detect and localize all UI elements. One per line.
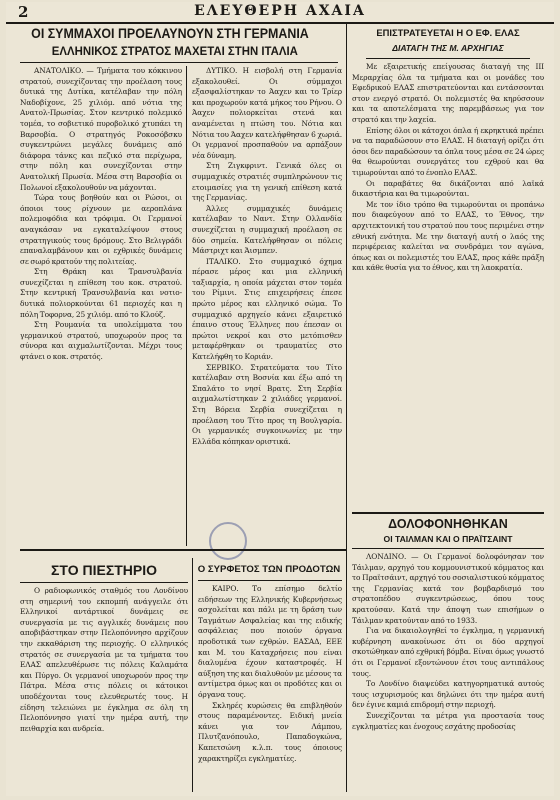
- western-front-article: [192, 66, 342, 546]
- newspaper-page: [6, 2, 554, 796]
- piestirio-rule: [20, 582, 188, 583]
- newspaper-title: ΕΛΕΥΘΕΡΗ ΑΧΑΙΑ: [194, 3, 366, 19]
- mobilization-rule: [366, 58, 530, 59]
- main-headline-line1: ΟΙ ΣΥΜΜΑΧΟΙ ΠΡΟΕΛΑΥΝΟΥΝ ΣΤΗ ΓΕΡΜΑΝΙΑ: [31, 26, 309, 41]
- traitors-rule: [198, 580, 342, 581]
- murder-rule-top: [352, 512, 544, 514]
- article-paragraph: Επίσης όλοι οι κάτοχοι όπλα ή εκρηκτικά πρέπει να τα παραδώσουν στο ΕΛΑΣ. Η διαταγή ορίζει ότι όσοι δεν παραδώσουν τα όπλα τους μέσα σε 24 ώρες θα θεωρούνται συνεργάτες του εχθρού και θα τιμωρούνται από το ένοπλο ΕΛΑΣ.: [352, 125, 544, 177]
- piestirio-headline: ΣΤΟ ΠΙΕΣΤΗΡΙΟ: [51, 562, 157, 578]
- traitors-article: [198, 584, 342, 792]
- ink-stamp: [209, 522, 247, 560]
- article-paragraph: Με τον ίδιο τρόπο θα τιμωρούνται οι προπάνω που διαφεύγουν από το ΕΛΑΣ, το Έθνος, την αρχιτεκτονική του στρατού που τους περιμένει στην εθνική ενότητα. Με την διαταγή αυτή ο λαός της περιφέρειας καλείται να συνδράμει τον αγώνα, όπως και οι πολεμιστές του ΕΛΑΣ, προς κάθε πράξη και κάθε θυσία για το έθνος, και τη λαοκρατία.: [352, 199, 544, 273]
- page-number: 2: [18, 3, 29, 21]
- mobilization-subheadline: ΔΙΑΤΑΓΗ ΤΗΣ Μ. ΑΡΧΗΓΙΑΣ: [392, 43, 504, 53]
- article-paragraph: Άλλες συμμαχικές δυνάμεις κατέλαβαν το Ναντ. Στην Ολλανδία συνεχίζεται η συμμαχική προέλαση σε δύο σημεία. Κατελήφθησαν οι πόλεις Μάστριχτ και Άισμπεν.: [192, 203, 342, 256]
- mobilization-headline: ΕΠΙΣΤΡΑΤΕΥΕΤΑΙ Η Ο ΕΦ. ΕΛΑΣ: [376, 27, 520, 38]
- masthead: [6, 2, 554, 24]
- headline-rule: [20, 62, 338, 63]
- article-paragraph: Στη Θράκη και Τρανσυλβανία συνεχίζεται η επίθεση του κοκ. στρατού. Στην κεντρική Τρανσυλβανία και νοτιο-δυτικά πολιορκούνται 61 περιοχές και η πόλη Τοφορνα, 25 χιλιόμ. από το Κλούζ.: [20, 267, 182, 319]
- murder-headline: ΔΟΛΟΦΟΝΗΘΗΚΑΝ: [388, 517, 508, 531]
- article-paragraph: ΛΟΝΔΙΝΟ. — Οι Γερμανοί δολοφόνησαν τον Τάιλμαν, αρχηγό του κομμουνιστικού κόμματος και το Πραϊτσάιντ, αρχηγό του σοσιαλιστικού κόμματος της Γερμανίας κατά τον βομβαρδισμό του στρατοπέδου συγκεντρώσεως, όπου τους κρατούσαν. Κατά την άποψη των επισήμων ο Τάιλμαν κρατούνταν από το 1933.: [352, 552, 544, 625]
- traitors-headline: Ο ΣΥΡΦΕΤΟΣ ΤΩΝ ΠΡΟΔΟΤΩΝ: [197, 564, 341, 575]
- article-paragraph: Ο ραδιοφωνικός σταθμός του Λονδίνου στη σημερινή του εκπομπή ανάγγειλε ότι Ελληνικοί αντάρτικοί δυνάμεις σε συνεργασία με τις αγγλικές δυνάμεις που αποβιβάστηκαν στην Πελοπόννησο αρχίζουν την εκκαθάριση της περιοχής. Ο ελληνικός στρατός σε συνεργασία με τα τμήματα του ΕΛΑΣ απελευθέρωσε τις πόλεις Καλαμάτα και Πύργο. Οι γερμανοί υποχωρούν προς την Πάτρα. Μέσα στις πόλεις οι κάτοικοι υποδέχονται τους ελευθερωτές τους. Η είδηση τελειώνει με έγκλημα σε όλη τη Πελοπόννησο γιατί την ημέρα αυτή, την πειθαρχία και ανδρεία.: [20, 586, 188, 733]
- piestirio-article: [20, 586, 188, 792]
- article-paragraph: Για να δικαιολογηθεί το έγκλημα, η γερμανική κυβέρνηση ανακοίνωσε ότι οι δύο αρχηγοί σκοτώθηκαν από εχθρική βόμβα. Είναι όμως γνωστό ότι οι Γερμανοί εξοντώνουν έτσι τους αντιπάλους τους.: [352, 626, 544, 678]
- article-paragraph: Σκληρές κυρώσεις θα επιβληθούν στους παραμένοντες. Ειδική μνεία κάνει για τον Λάμπου, Πλυτζανόπουλο, Παπαδογκώνα, Καπετσώνη κ.λ.π. τους όποιους χαρακτηρίζει εγκληματίες.: [198, 700, 342, 763]
- article-paragraph: Τώρα τους βοηθούν και οι Ρώσοι, οι όποιοι τους ρίχνουν με αεροπλάνα πολεμοφόδια και τρόφιμα. Οι Γερμανοί αναγκάσαν να εγκαταλείψουν στους στρατηγικούς τους δρόμους. Στο Βελιγράδι επαναλαμβάνουν και οι εχθρικές δυνάμεις σε σωρό κρατούν της πολιτείας.: [20, 193, 182, 266]
- murder-rule-bottom: [352, 548, 544, 549]
- article-paragraph: ΙΤΑΛΙΚΟ. Στο συμμαχικό όχημα πέρασε μέρος και μια ελληνική ταξιαρχία, η οποία μάχεται στον τομέα του Ρίμινι. Στις επιχειρήσεις έπεσε πρώτο μέρος και ελληνικό σώμα. Το συμμαχικό αρχηγείο κάνει εξαιρετικό έπαινο στους Έλληνες που έπεσαν οι πρώτοι νεκροί και στο μετόπισθεν μεταφέρθηκαν οι τραυματίες στο Κατελήφθη το Κοριάν.: [192, 256, 342, 362]
- column-rule-2: [346, 24, 347, 792]
- section-rule: [20, 549, 346, 551]
- article-paragraph: Στη Ρουμανία τα υπολείμματα του γερμανικού στρατού, υποχωρούν προς τα σύνορα και αιχμαλωτίζονται. Μέχρι τους φτάνει ο κοκ. στρατός.: [20, 320, 182, 362]
- article-paragraph: Στη Ζιγκφριντ. Γενικά όλες οι συμμαχικές στρατιές συμπληρώνουν τις ετοιμασίες για τη γενική επίθεση κατά της Γερμανίας.: [192, 161, 342, 203]
- article-paragraph: Με εξαιρετικής επείγουσας διαταγή της ΙΙΙ Μεραρχίας όλα τα τμήματα και οι μονάδες του Εφεδρικού ΕΛΑΣ επιστρατεύονται και εντάσσονται στον ενεργό στρατό. Οι πολεμιστές θα κηρύσσουν και τα αποτελέσματα της παρεμβάσεως για τον στρατό και την λαχεία.: [352, 62, 544, 124]
- article-paragraph: Το Λονδίνο διαψεύδει κατηγορηματικά αυτούς τους ισχυρισμούς και δηλώνει ότι την ημέρα αυτή δεν έγινε καμιά επιδρομή στην περιοχή.: [352, 679, 544, 710]
- column-rule-1: [186, 66, 187, 546]
- eastern-front-article: [20, 66, 182, 546]
- article-paragraph: ΑΝΑΤΟΛΙΚΟ. — Τμήματα του κόκκινου στρατού, συνεχίζοντας την προέλαση τους δυτικά της Δυτίκα, κατέλαβαν την πόλη Ναδοβίχονε, 25 χιλιόμ. από νότια της Ανατολ-Πρωσίας. Στον κεντρικό πολεμικό τομέα, το σοβιετικό πυροβολικό χτυπάει τη Βαρσοβία. Ο στρατηγός Ροκοσόβσκυ συγκεντρώνει μεγάλες δυνάμεις από διάφορα τάνκς και πεζικό στα περίχωρα, στην πόλη και συνεχίζονται στην Ανατολική Πρωσία. Μέσα στη Βαρσοβία οι Πολωνοί εξακολουθούν να μάχονται.: [20, 66, 182, 192]
- column-rule-3: [192, 558, 193, 792]
- murder-subheadline: ΟΙ ΤΑΙΛΜΑΝ ΚΑΙ Ο ΠΡΑΪΤΣΑΙΝΤ: [383, 534, 513, 544]
- article-paragraph: ΣΕΡΒΙΚΟ. Στρατεύματα του Τίτο κατέλαβαν στη Βοσνία και έξω από τη Σπαλάτο το νησί Βρατς. Στη Σερβία αιχμαλωτίστηκαν 2 χιλιάδες γερμανοί. Στη Βόρεια Σερβία συνεχίζεται η προέλαση του Τίτο προς τη Βουλγαρία. Οι γερμανικές συγκοινωνίες με την Ελλάδα κόπηκαν οριστικά.: [192, 362, 342, 446]
- article-paragraph: ΚΑΙΡΟ. Το επίσημο δελτίο ειδήσεων της Ελληνικής Κυβερνήσεως ασχολείται και πάλι με τη δράση των Ταγμάτων Ασφαλείας και της ειδικής ασφάλειας που ποιούν όργανα προδοτικά των εχθρών. ΕΑΣΑΔ, ΕΕΕ και Μ. του Καταχρήσεις που είναι διαλυμένα έχουν καταστροφές. Η αύξηση της και διαλυθούν με μέσους τα αντίμετρα όμως και οι προδότες και οι όργανα τους.: [198, 584, 342, 699]
- main-headline-line2: ΕΛΛΗΝΙΚΟΣ ΣΤΡΑΤΟΣ ΜΑΧΕΤΑΙ ΣΤΗΝ ΙΤΑΛΙΑ: [51, 44, 298, 58]
- article-paragraph: ΔΥΤΙΚΟ. Η εισβολή στη Γερμανία εξακολουθεί. Οι σύμμαχοι εξασφαλίστηκαν το Άαχεν και το Τρίερ και προχωρούν κατά μήκος του Ρήνου. Ο Άαχεν πολιορκείται στενά και αναμένεται η πτώση του. Νότια και Νότια του Άαχεν κατελήφθησαν 6 χωριά. Οι γερμανοί προσπαθούν να αρπάξουν νέα δύναμη.: [192, 66, 342, 160]
- mobilization-article: [352, 62, 544, 510]
- article-paragraph: Οι παραβάτες θα δικάζονται από λαϊκά δικαστήρια και θα τιμωρούνται.: [352, 178, 544, 199]
- murder-article: [352, 552, 544, 792]
- article-paragraph: Συνεχίζονται τα μέτρα για προστασία τους εγκληματίες και ένοχους εσχάτης προδοσίας: [352, 710, 544, 731]
